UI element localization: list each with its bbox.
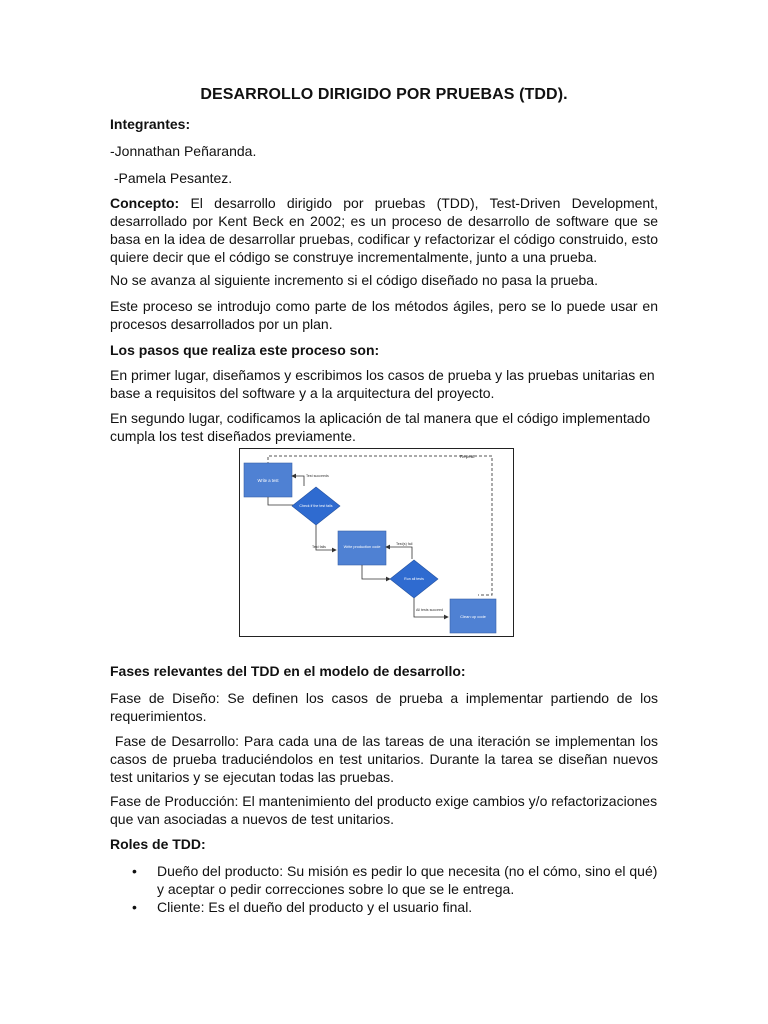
write-test-label: Write a test	[257, 478, 279, 483]
write-code-label: Write production code	[343, 545, 381, 549]
clean-code-label: Clean up code	[460, 614, 486, 619]
list-item	[110, 862, 658, 898]
concepto-text: El desarrollo dirigido por pruebas (TDD), Test-Driven Development, desarrollado por Kent Beck en 2002; es un proceso de desarrollo de software que se basa en la idea de desarrollar pruebas, codificar y refactorizar el código construido, esto quiere decir que el código se construye incrementalmente, junto a una prueba.	[110, 195, 658, 265]
no-avanza-paragraph: No se avanza al siguiente incremento si el código diseñado no pasa la prueba.	[110, 272, 598, 288]
concepto-label: Concepto:	[110, 195, 180, 211]
bullet-icon: •	[132, 863, 137, 879]
pasos-heading: Los pasos que realiza este proceso son:	[110, 342, 380, 358]
page-title: DESARROLLO DIRIGIDO POR PRUEBAS (TDD).	[200, 86, 568, 103]
integrantes-heading: Integrantes:	[110, 116, 191, 132]
roles-list	[110, 862, 658, 916]
member-2: -Pamela Pesantez.	[110, 170, 233, 186]
fases-heading: Fases relevantes del TDD en el modelo de desarrollo:	[110, 663, 466, 679]
test-succeeds-label: Test succeeds	[306, 474, 329, 478]
role-text: Dueño del producto: Su misión es pedir lo que necesita (no el cómo, sino el qué) y aceptar o pedir correcciones sobre lo que se le entrega.	[157, 863, 658, 897]
pasos-paragraph-2: En segundo lugar, codificamos la aplicación de tal manera que el código implementado cumpla los test diseñados previamente.	[110, 410, 651, 444]
bullet-icon: •	[132, 899, 137, 915]
check-fails-label: Check if the test fails	[299, 504, 333, 508]
repeat-loop-line	[268, 456, 492, 595]
fase-produccion-paragraph: Fase de Producción: El mantenimiento del producto exige cambios y/o refactorizaciones que van asociadas a nuevos de test unitarios.	[110, 793, 658, 827]
roles-heading: Roles de TDD:	[110, 836, 206, 852]
role-text: Cliente: Es el dueño del producto y el usuario final.	[157, 899, 473, 915]
pasos-paragraph-1: En primer lugar, diseñamos y escribimos los casos de prueba y las pruebas unitarias en base a requisitos del software y a la arquitectura del proyecto.	[110, 367, 655, 401]
run-tests-label: Run all tests	[404, 577, 424, 581]
repeat-label: Repeat	[460, 454, 475, 459]
list-item	[110, 898, 658, 916]
test-fails-label: Test fails	[312, 545, 326, 549]
member-1: -Jonnathan Peñaranda.	[110, 143, 257, 159]
fase-diseno-paragraph: Fase de Diseño: Se definen los casos de prueba a implementar partiendo de los requerimientos.	[110, 690, 658, 724]
tests-fail-label: Test(s) fail	[396, 542, 413, 546]
all-tests-succeed-label: All tests succeed	[416, 608, 443, 612]
concepto-paragraph	[110, 194, 658, 266]
fase-desarrollo-paragraph: Fase de Desarrollo: Para cada una de las tareas de una iteración se implementan los casos de prueba traduciéndolos en test unitarios. Durante la tarea se diseñan nuevos test unitarios y se ejecutan todas las pruebas.	[110, 733, 662, 785]
agiles-paragraph: Este proceso se introdujo como parte de los métodos ágiles, pero se lo puede usar en procesos desarrollados por un plan.	[110, 298, 658, 332]
tdd-flow-diagram	[239, 448, 514, 637]
